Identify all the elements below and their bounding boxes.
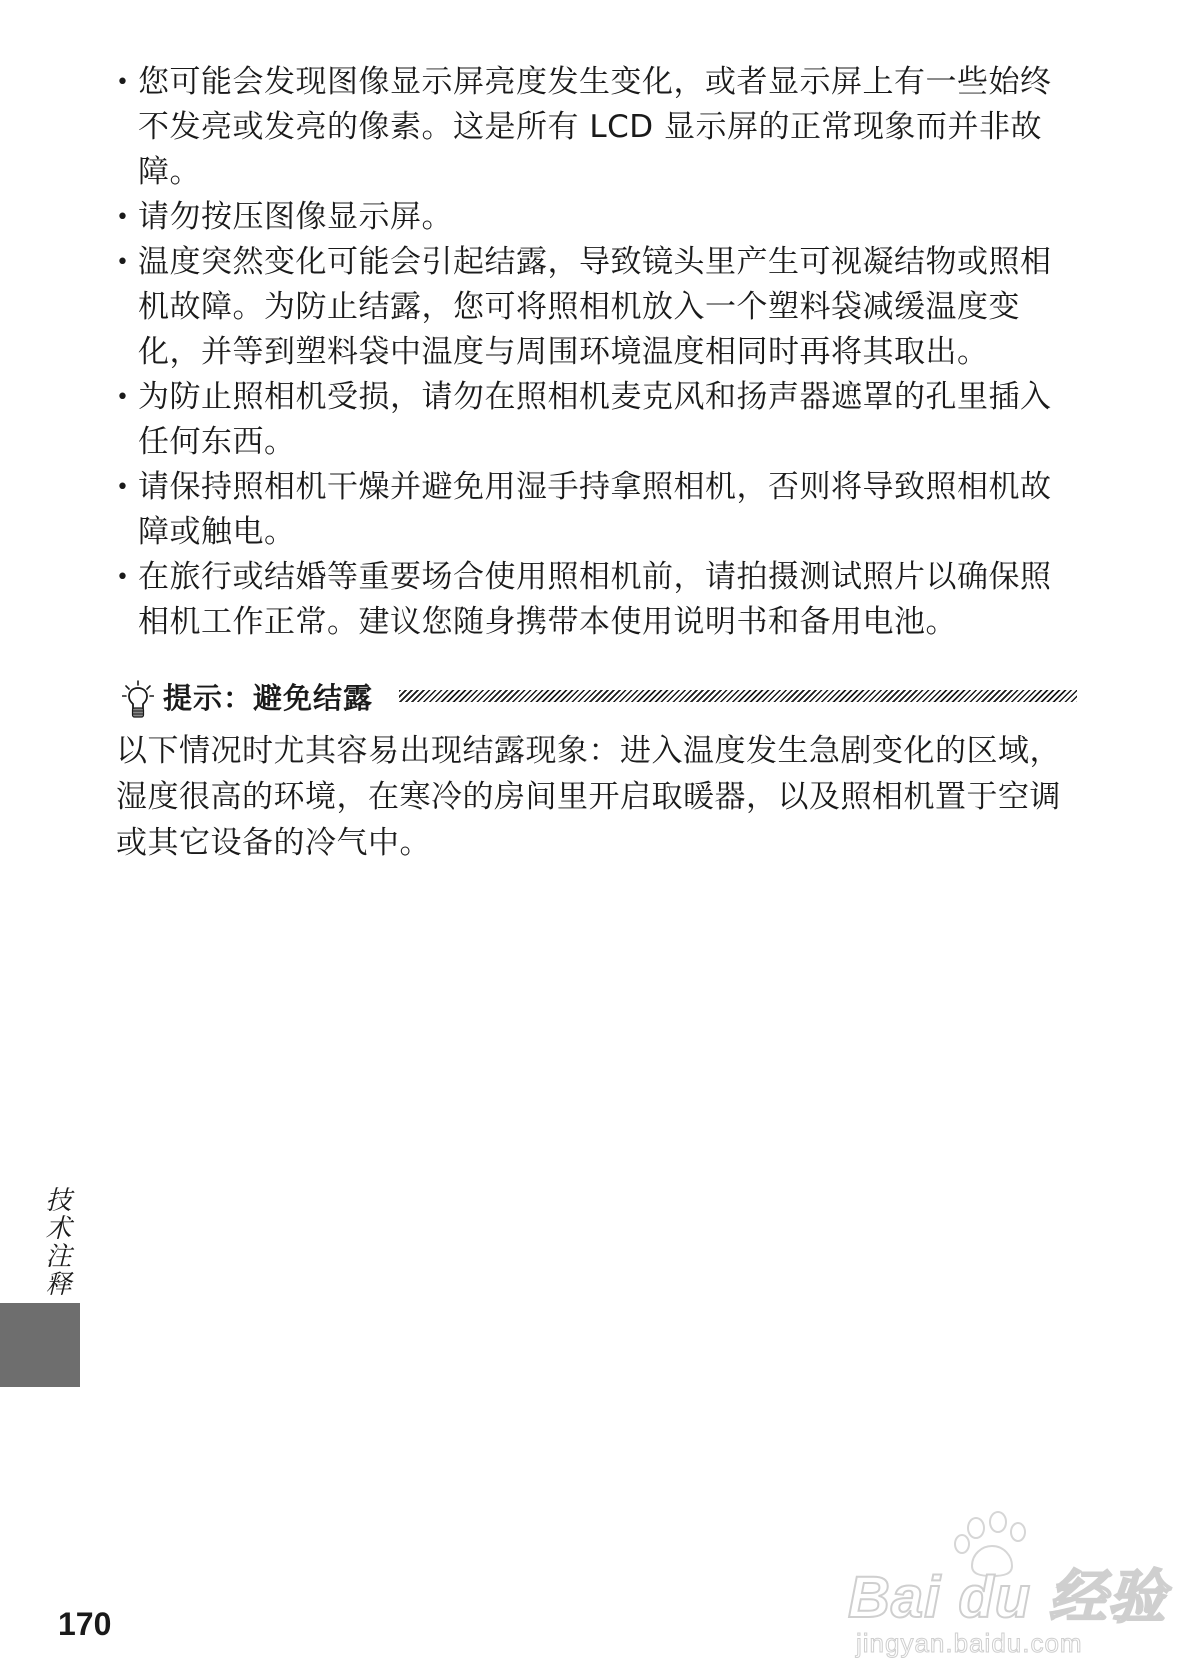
bullet-marker: • [116,565,130,590]
bullet-marker: • [116,70,130,95]
watermark-url: jingyan.baidu.com [856,1628,1083,1658]
bullet-item [116,555,1076,645]
page-number: 170 [58,1606,112,1642]
bullet-marker: • [116,250,130,275]
bullet-item [116,60,1076,195]
bullet-text: 请保持照相机干燥并避免用湿手持拿照相机，否则将导致照相机故障或触电。 [138,469,1052,550]
bullet-text: 您可能会发现图像显示屏亮度发生变化，或者显示屏上有一些始终不发亮或发亮的像素。这是所有 LCD 显示屏的正常现象而并非故障。 [138,64,1052,190]
bullet-item [116,240,1076,375]
bullet-marker: • [116,205,130,230]
tip-title: 提示：避免结露 [163,681,374,715]
bullet-list [116,60,1076,645]
watermark-logo: Bai du 经验 [848,1565,1167,1630]
bullet-text: 在旅行或结婚等重要场合使用照相机前，请拍摄测试照片以确保照相机工作正常。建议您随身携带本使用说明书和备用电池。 [138,559,1052,640]
bullet-item [116,195,1076,240]
bullet-text: 为防止照相机受损，请勿在照相机麦克风和扬声器遮罩的孔里插入任何东西。 [138,379,1052,460]
tip-body: 以下情况时尤其容易出现结露现象：进入温度发生急剧变化的区域，湿度很高的环境，在寒冷的房间里开启取暖器，以及照相机置于空调或其它设备的冷气中。 [116,733,1061,861]
section-label: 技术注释 [41,1186,71,1298]
bullet-item [116,375,1076,465]
bullet-marker: • [116,475,130,500]
lightbulb-icon [122,680,154,720]
bullet-text: 温度突然变化可能会引起结露，导致镜头里产生可视凝结物或照相机故障。为防止结露，您可将照相机放入一个塑料袋减缓温度变化，并等到塑料袋中温度与周围环境温度相同时再将其取出。 [138,244,1052,370]
bullet-text: 请勿按压图像显示屏。 [138,199,453,235]
bullet-marker: • [116,385,130,410]
baidu-watermark [848,1510,1167,1670]
tip-header [116,676,1078,720]
bullet-item [116,465,1076,555]
tip-title-rule [399,690,1077,702]
section-tab [0,1303,80,1387]
